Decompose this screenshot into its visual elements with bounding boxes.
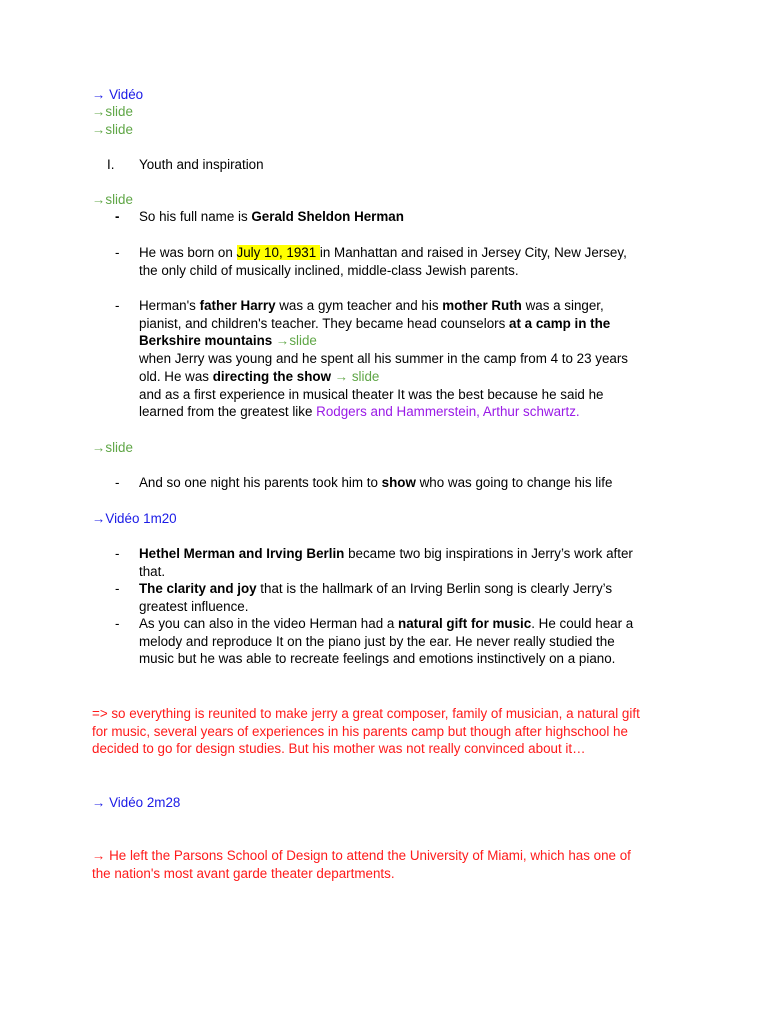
text: the nation's most avant garde theater departments.: [92, 865, 395, 881]
closing-paragraph: [92, 847, 692, 882]
conclusion-paragraph: [92, 705, 692, 758]
text: that.: [139, 563, 166, 579]
text: that is the hallmark of an Irving Berlin song is clearly Jerry’s: [256, 581, 613, 596]
text: decided to go for design studies. But his mother was not really convinced about it…: [92, 741, 586, 757]
text: for music, several years of experiences in his parents camp but though after highschool he: [92, 723, 628, 739]
text: in Manhattan and raised in Jersey City, New Jersey,: [319, 245, 627, 260]
text: Herman's: [139, 298, 200, 313]
bold-text: natural gift for music: [398, 616, 532, 631]
composer-names: Rodgers and Hammerstein, Arthur schwartz.: [316, 404, 580, 420]
bold-text: directing the show: [212, 368, 331, 384]
text: → He left the Parsons School of Design to attend the University of Miami, which has one of: [92, 848, 631, 863]
text: melody and reproduce It on the piano just by the ear. He never really studied the: [139, 633, 615, 649]
text: pianist, and children's teacher. They became head counselors: [139, 315, 510, 331]
text: was a gym teacher and his: [275, 298, 443, 313]
slide-marker: →slide: [92, 104, 133, 119]
slide-marker: →slide: [92, 192, 133, 207]
text: So his full name is: [139, 209, 252, 224]
video-marker: → Vidéo: [92, 87, 144, 102]
slide-marker: →slide: [272, 333, 317, 349]
slide-marker: → slide: [330, 368, 380, 384]
text: was a singer,: [521, 298, 604, 313]
bullet-mark: -: [115, 616, 120, 631]
text: became two big inspirations in Jerry’s work after: [344, 546, 633, 561]
bold-text: The clarity and joy: [139, 581, 257, 596]
text: and as a first experience in musical theater It was the best because he said he: [139, 386, 604, 402]
bold-text: father Harry: [199, 298, 276, 313]
bold-text: at a camp in the: [509, 315, 611, 331]
bold-text: Hethel Merman and Irving Berlin: [139, 546, 345, 561]
text: when Jerry was young and he spent all his summer in the camp from 4 to 23 years: [139, 351, 628, 367]
text: learned from the greatest like: [139, 404, 317, 420]
bold-text: Gerald Sheldon Herman: [251, 209, 404, 224]
bullet-mark: -: [115, 209, 120, 224]
slide-marker: →slide: [92, 440, 133, 455]
bullet-mark: -: [115, 475, 120, 490]
text: He was born on: [139, 245, 237, 260]
text: As you can also in the video Herman had a: [139, 616, 399, 631]
slide-marker: →slide: [92, 122, 133, 137]
text: And so one night his parents took him to: [139, 475, 382, 490]
bullet-mark: -: [115, 245, 120, 260]
bold-text: Berkshire mountains: [139, 333, 273, 349]
text: greatest influence.: [139, 598, 249, 614]
bullet-mark: -: [115, 581, 120, 596]
highlighted-date: July 10, 1931: [236, 245, 320, 260]
video-marker: →Vidéo 1m20: [92, 511, 177, 526]
section-number: I.: [107, 157, 115, 172]
section-title: Youth and inspiration: [139, 157, 264, 172]
text: old. He was: [139, 368, 213, 384]
text: who was going to change his life: [415, 475, 613, 490]
text: . He could hear a: [531, 616, 634, 631]
text: => so everything is reunited to make jerry a great composer, family of musician, a natural gift: [92, 706, 640, 721]
text: the only child of musically inclined, middle-class Jewish parents.: [139, 262, 519, 278]
bold-text: mother Ruth: [442, 298, 522, 313]
bullet-mark: -: [115, 546, 120, 561]
bullet-mark: -: [115, 298, 120, 313]
bold-text: show: [381, 475, 416, 490]
video-marker: → Vidéo 2m28: [92, 795, 181, 810]
text: music but he was able to recreate feelings and emotions instinctively on a piano.: [139, 651, 616, 667]
